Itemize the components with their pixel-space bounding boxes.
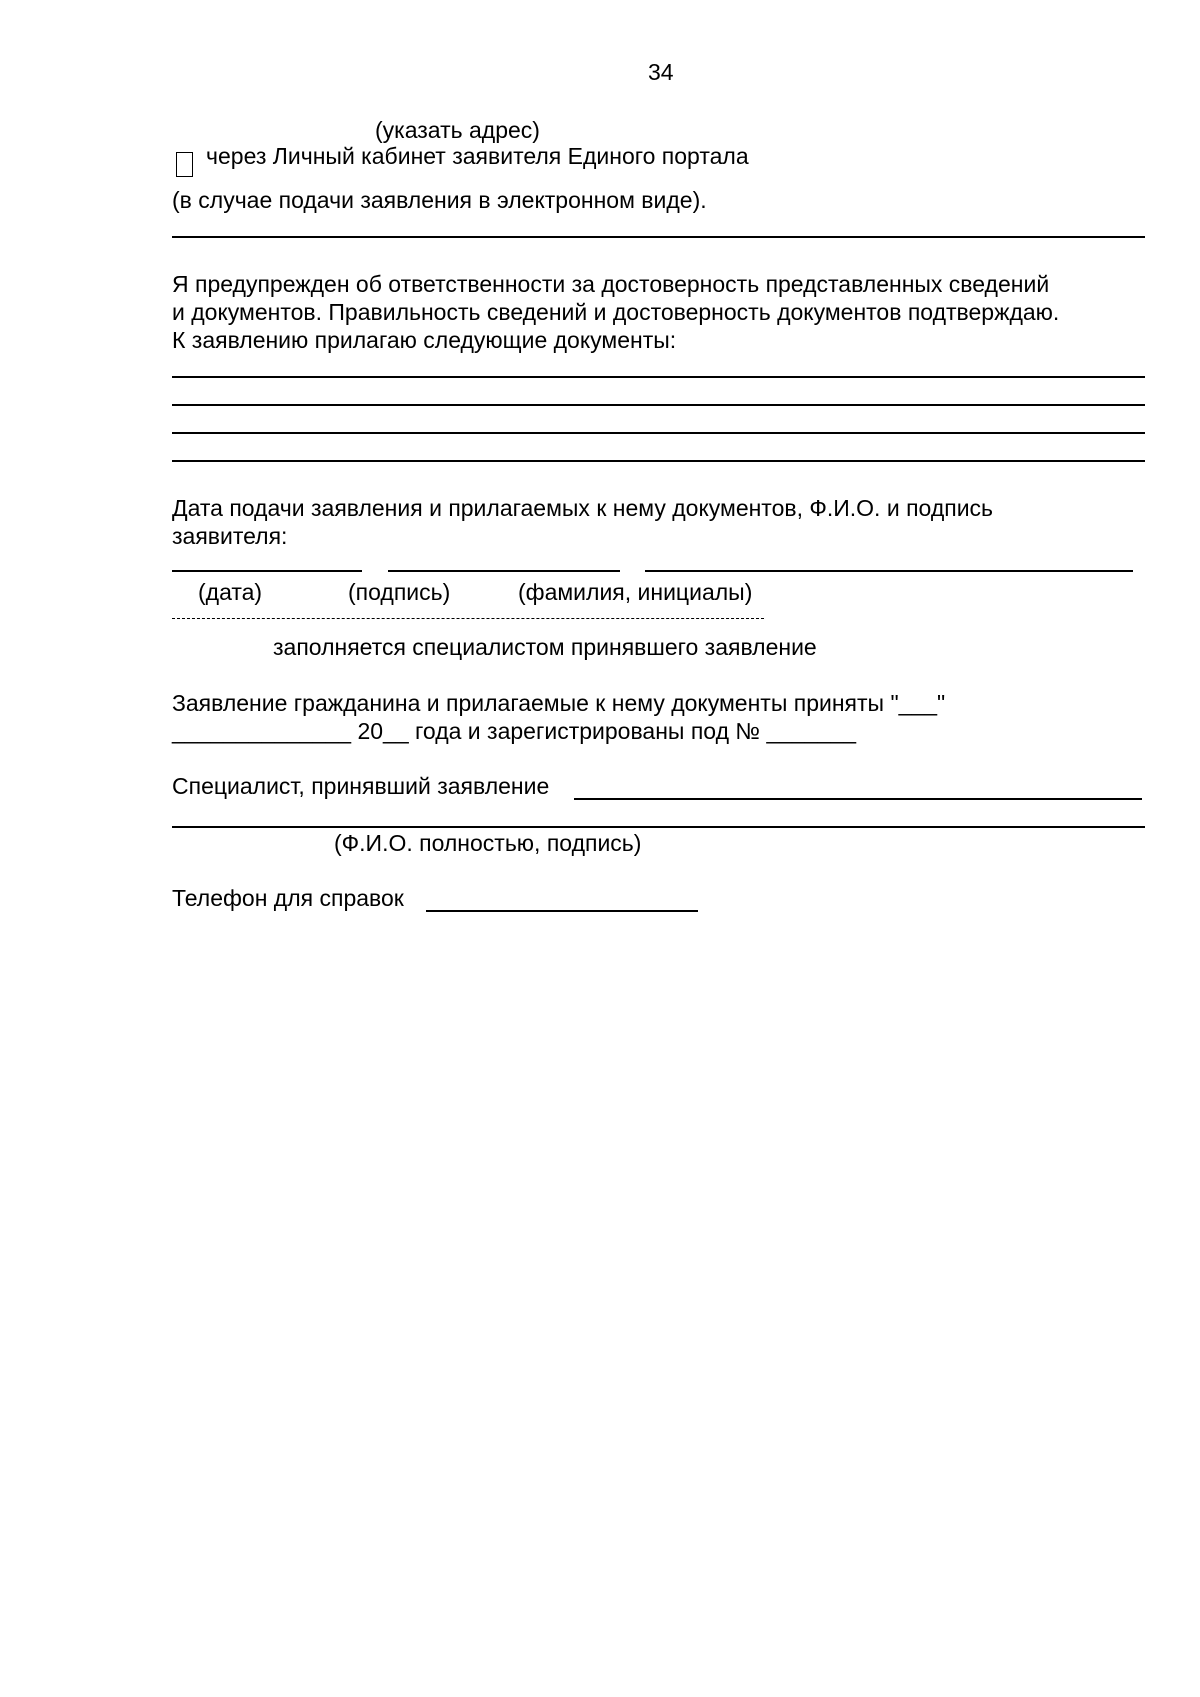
caption-signature: (подпись) xyxy=(348,579,451,605)
submission-line-2: заявителя: xyxy=(172,523,288,549)
specialist-name-blank-1[interactable] xyxy=(574,798,1142,800)
caption-date: (дата) xyxy=(198,579,263,605)
caption-name: (фамилия, инициалы) xyxy=(518,579,753,605)
declaration-line-1: Я предупрежден об ответственности за достоверность представленных сведений xyxy=(172,271,1050,297)
page-number: 34 xyxy=(648,59,674,85)
attached-documents-line-4[interactable] xyxy=(172,460,1145,462)
attached-documents-line-1[interactable] xyxy=(172,376,1145,378)
section-dashed-separator xyxy=(172,618,764,619)
accepted-line-1: Заявление гражданина и прилагаемые к нему документы приняты "___" xyxy=(172,690,946,716)
submission-line-1: Дата подачи заявления и прилагаемых к нему документов, Ф.И.О. и подпись xyxy=(172,495,994,521)
declaration-line-2: и документов. Правильность сведений и достоверность документов подтверждаю. xyxy=(172,299,1060,325)
portal-option-label: через Личный кабинет заявителя Единого портала xyxy=(206,143,749,169)
address-hint: (указать адрес) xyxy=(375,117,540,143)
phone-label: Телефон для справок xyxy=(172,885,404,911)
portal-option-note: (в случае подачи заявления в электронном виде). xyxy=(172,187,707,213)
submission-date-blank[interactable] xyxy=(172,570,362,572)
attached-documents-line-3[interactable] xyxy=(172,432,1145,434)
phone-blank[interactable] xyxy=(426,910,698,912)
attached-documents-line-2[interactable] xyxy=(172,404,1145,406)
delivery-separator-line xyxy=(172,236,1145,238)
submission-signature-blank[interactable] xyxy=(388,570,620,572)
specialist-label: Специалист, принявший заявление xyxy=(172,773,550,799)
specialist-section-heading: заполняется специалистом принявшего заявление xyxy=(273,634,817,660)
accepted-line-2: ______________ 20__ года и зарегистрированы под № _______ xyxy=(172,718,856,744)
portal-option-checkbox[interactable] xyxy=(176,152,193,177)
specialist-name-blank-2[interactable] xyxy=(172,826,1145,828)
declaration-line-3: К заявлению прилагаю следующие документы: xyxy=(172,327,677,353)
specialist-caption: (Ф.И.О. полностью, подпись) xyxy=(334,830,642,856)
submission-name-blank[interactable] xyxy=(645,570,1133,572)
